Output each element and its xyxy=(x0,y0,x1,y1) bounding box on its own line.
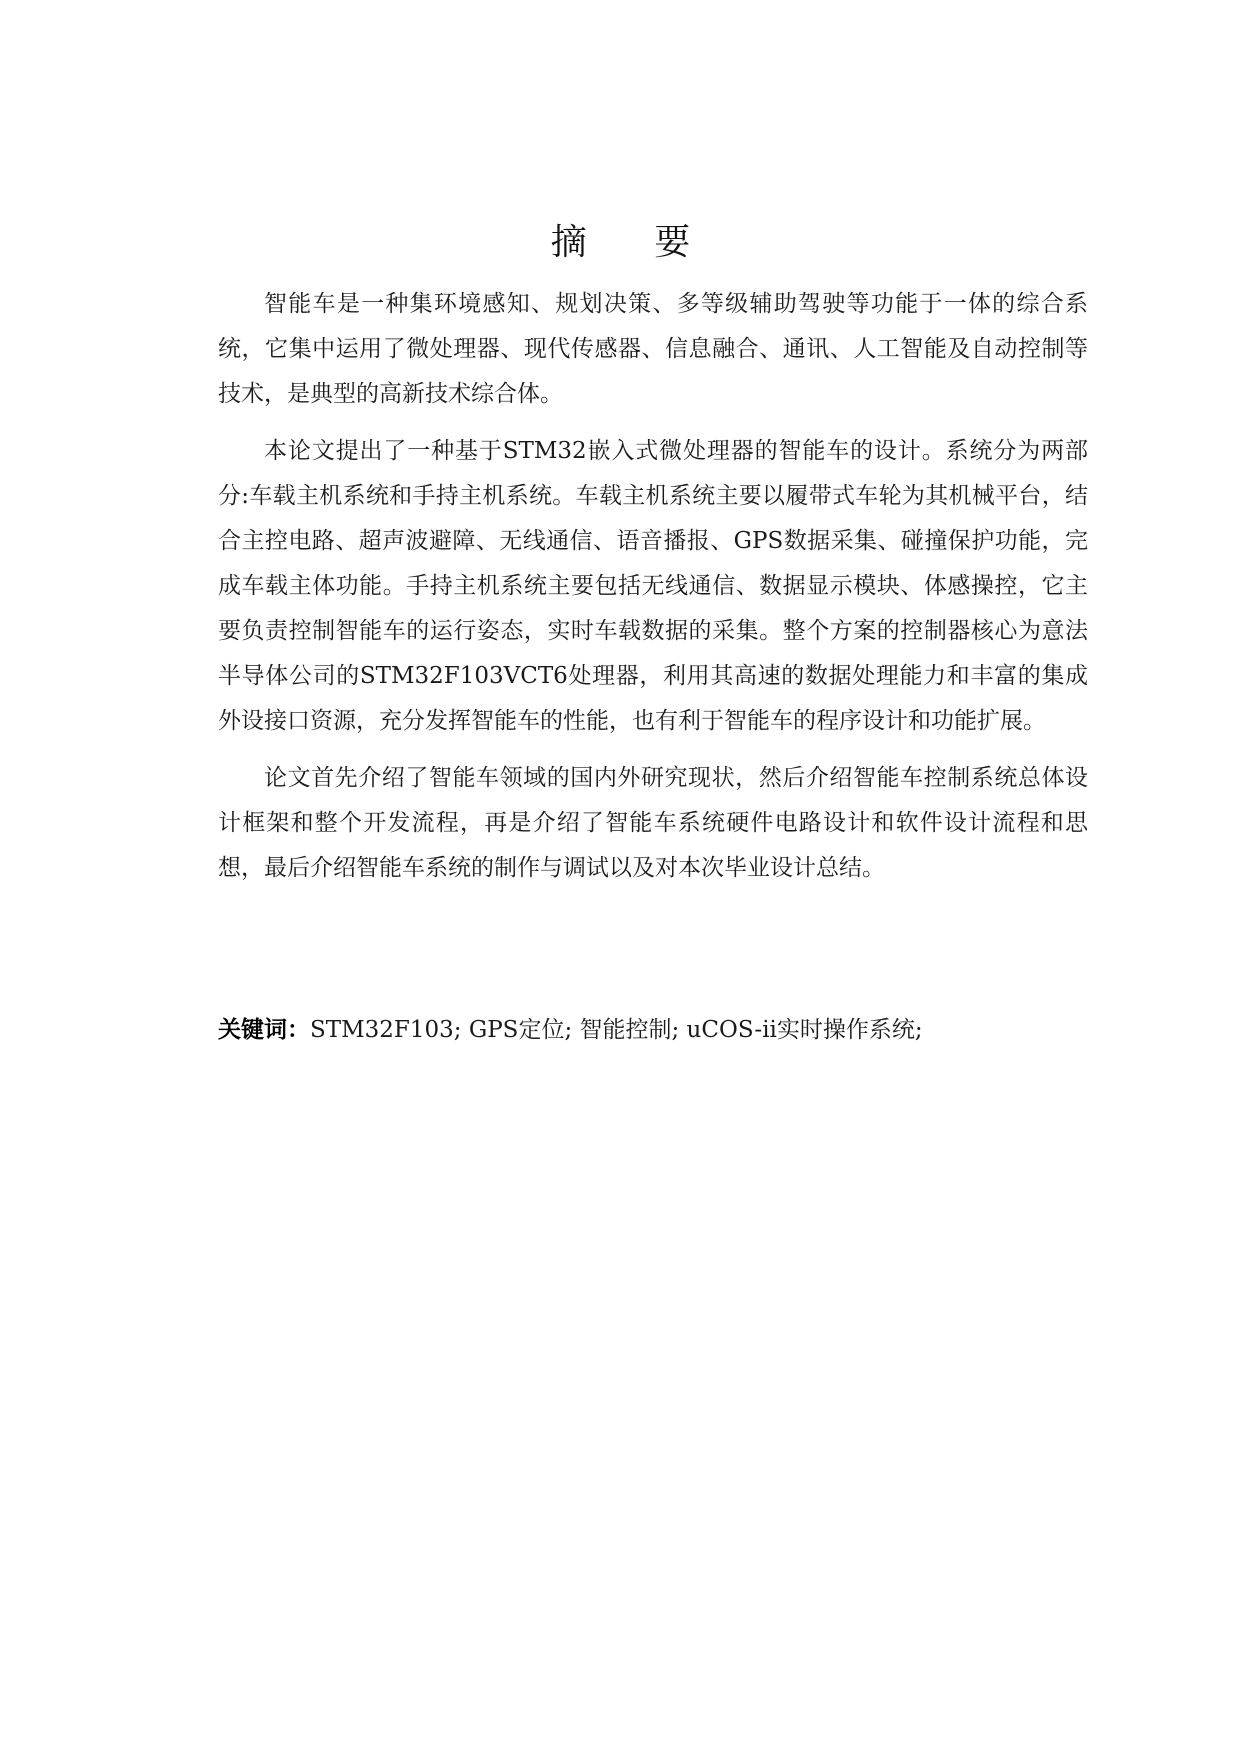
abstract-paragraph-3: 论文首先介绍了智能车领域的国内外研究现状，然后介绍智能车控制系统总体设计框架和整个开发流程，再是介绍了智能车系统硬件电路设计和软件设计流程和思想，最后介绍智能车系统的制作与调试以及对本次毕业设计总结。 xyxy=(218,765,1088,881)
abstract-body xyxy=(218,282,1088,903)
keywords-label: 关键词： xyxy=(218,1016,310,1043)
abstract-paragraph-1: 智能车是一种集环境感知、规划决策、多等级辅助驾驶等功能于一体的综合系统，它集中运用了微处理器、现代传感器、信息融合、通讯、人工智能及自动控制等技术，是典型的高新技术综合体。 xyxy=(218,291,1088,407)
abstract-paragraph-2: 本论文提出了一种基于STM32嵌入式微处理器的智能车的设计。系统分为两部分:车载主机系统和手持主机系统。车载主机系统主要以履带式车轮为其机械平台，结合主控电路、超声波避障、无线通信、语音播报、GPS数据采集、碰撞保护功能，完成车载主体功能。手持主机系统主要包括无线通信、数据显示模块、体感操控，它主要负责控制智能车的运行姿态，实时车载数据的采集。整个方案的控制器核心为意法半导体公司的STM32F103VCT6处理器，利用其高速的数据处理能力和丰富的集成外设接口资源，充分发挥智能车的性能，也有利于智能车的程序设计和功能扩展。 xyxy=(218,438,1088,734)
keywords-line xyxy=(218,1010,1088,1050)
keywords-value: STM32F103; GPS定位; 智能控制; uCOS-ii实时操作系统; xyxy=(310,1017,923,1043)
abstract-title: 摘 要 xyxy=(550,222,719,263)
